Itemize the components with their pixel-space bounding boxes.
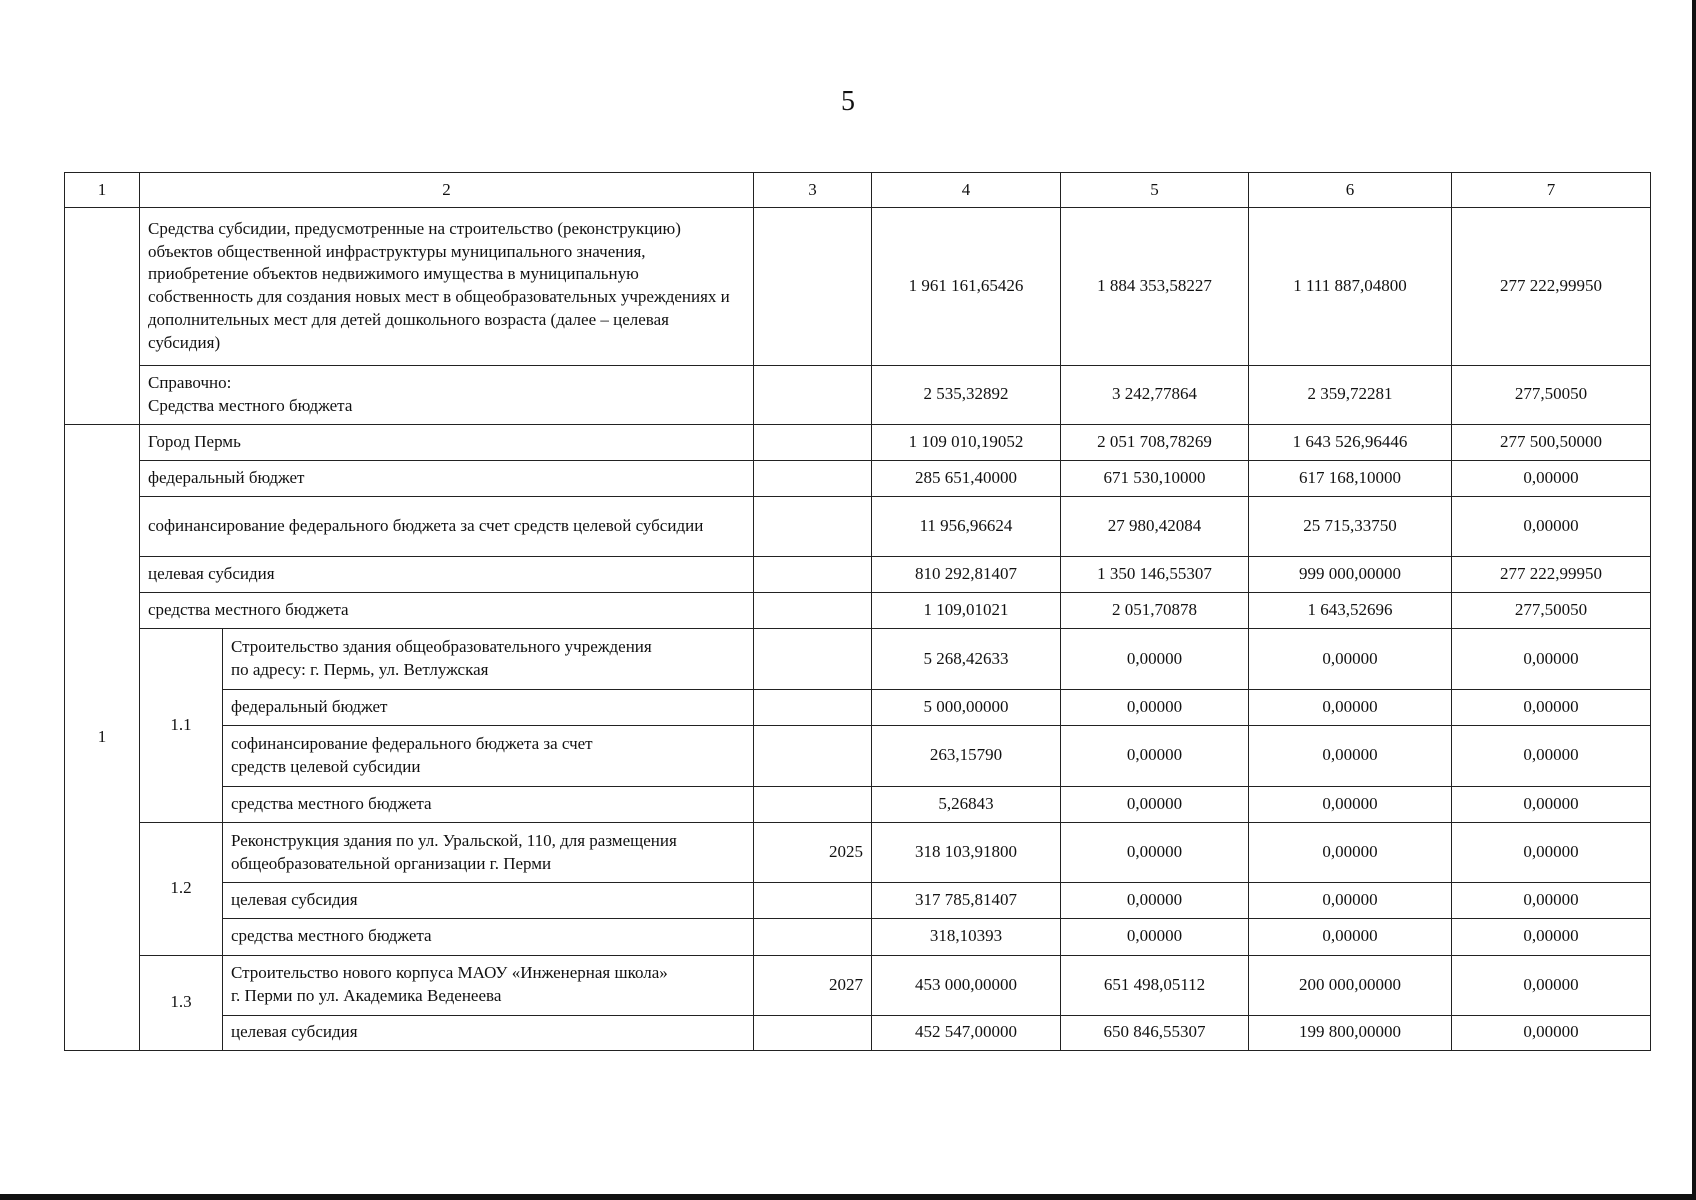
row-description	[140, 365, 754, 424]
row-number: 1.1	[140, 629, 223, 823]
value-col-6: 0,00000	[1249, 883, 1452, 919]
cofinancing-line-2: средств целевой субсидии	[231, 756, 421, 776]
value-col-6: 0,00000	[1249, 689, 1452, 725]
value-col-6: 0,00000	[1249, 725, 1452, 786]
value-col-6: 0,00000	[1249, 786, 1452, 822]
row-number: 1.3	[140, 955, 223, 1050]
table-row	[65, 955, 1651, 1015]
row-description: Город Пермь	[140, 424, 754, 460]
value-col-7: 277 222,99950	[1452, 208, 1651, 366]
value-col-7: 0,00000	[1452, 786, 1651, 822]
page-number: 5	[841, 86, 855, 117]
value-col-6: 0,00000	[1249, 823, 1452, 883]
value-col-4: 1 961 161,65426	[872, 208, 1061, 366]
value-col-7: 0,00000	[1452, 823, 1651, 883]
project-title-line-2: общеобразовательной организации г. Перми	[231, 853, 552, 873]
value-col-4: 452 547,00000	[872, 1015, 1061, 1050]
year-cell	[754, 629, 872, 689]
value-col-4: 1 109 010,19052	[872, 424, 1061, 460]
row-number: 1.2	[140, 823, 223, 955]
header-col-7: 7	[1452, 173, 1651, 208]
value-col-5: 0,00000	[1061, 689, 1249, 725]
value-col-6: 617 168,10000	[1249, 460, 1452, 496]
year-cell	[754, 1015, 872, 1050]
value-col-5: 0,00000	[1061, 919, 1249, 955]
scan-edge-bottom	[0, 1194, 1696, 1200]
budget-table	[64, 172, 1651, 1051]
year-cell	[754, 725, 872, 786]
table-row	[65, 557, 1651, 593]
year-cell	[754, 208, 872, 366]
table-row	[65, 593, 1651, 629]
value-col-7: 0,00000	[1452, 689, 1651, 725]
header-row	[65, 173, 1651, 208]
value-col-7: 0,00000	[1452, 1015, 1651, 1050]
value-col-6: 1 643,52696	[1249, 593, 1452, 629]
value-col-5: 2 051,70878	[1061, 593, 1249, 629]
row-number: 1	[65, 424, 140, 1050]
value-col-4: 285 651,40000	[872, 460, 1061, 496]
value-col-7: 277 500,50000	[1452, 424, 1651, 460]
year-cell	[754, 883, 872, 919]
value-col-7: 0,00000	[1452, 955, 1651, 1015]
cofinancing-line-1: софинансирование федерального бюджета за счет	[231, 733, 593, 753]
value-col-4: 317 785,81407	[872, 883, 1061, 919]
year-cell	[754, 460, 872, 496]
value-col-7: 0,00000	[1452, 629, 1651, 689]
value-col-6: 0,00000	[1249, 919, 1452, 955]
value-col-6: 0,00000	[1249, 629, 1452, 689]
row-description: федеральный бюджет	[223, 689, 754, 725]
value-col-4: 453 000,00000	[872, 955, 1061, 1015]
header-col-1: 1	[65, 173, 140, 208]
row-description	[223, 823, 754, 883]
value-col-7: 0,00000	[1452, 725, 1651, 786]
value-col-4: 263,15790	[872, 725, 1061, 786]
value-col-4: 2 535,32892	[872, 365, 1061, 424]
header-col-5: 5	[1061, 173, 1249, 208]
table-row	[65, 208, 1651, 366]
year-cell	[754, 365, 872, 424]
table-row	[65, 629, 1651, 689]
table-row	[65, 1015, 1651, 1050]
value-col-7: 0,00000	[1452, 919, 1651, 955]
reference-text: Средства местного бюджета	[148, 395, 353, 415]
row-description	[223, 629, 754, 689]
value-col-6: 1 643 526,96446	[1249, 424, 1452, 460]
year-cell: 2027	[754, 955, 872, 1015]
table-row	[65, 919, 1651, 955]
value-col-5: 27 980,42084	[1061, 497, 1249, 557]
value-col-5: 0,00000	[1061, 725, 1249, 786]
value-col-4: 11 956,96624	[872, 497, 1061, 557]
empty-cell	[65, 208, 140, 425]
value-col-5: 0,00000	[1061, 629, 1249, 689]
value-col-7: 277,50050	[1452, 593, 1651, 629]
year-cell	[754, 424, 872, 460]
table-row	[65, 883, 1651, 919]
value-col-5: 0,00000	[1061, 786, 1249, 822]
year-cell	[754, 497, 872, 557]
year-cell	[754, 689, 872, 725]
value-col-4: 318 103,91800	[872, 823, 1061, 883]
table-row	[65, 497, 1651, 557]
value-col-7: 0,00000	[1452, 883, 1651, 919]
value-col-6: 1 111 887,04800	[1249, 208, 1452, 366]
value-col-5: 3 242,77864	[1061, 365, 1249, 424]
value-col-7: 0,00000	[1452, 460, 1651, 496]
row-description: целевая субсидия	[223, 883, 754, 919]
value-col-5: 671 530,10000	[1061, 460, 1249, 496]
scan-edge-right	[1692, 0, 1696, 1200]
year-cell	[754, 786, 872, 822]
value-col-4: 318,10393	[872, 919, 1061, 955]
value-col-7: 277 222,99950	[1452, 557, 1651, 593]
row-description: средства местного бюджета	[140, 593, 754, 629]
value-col-6: 25 715,33750	[1249, 497, 1452, 557]
value-col-7: 277,50050	[1452, 365, 1651, 424]
value-col-5: 0,00000	[1061, 823, 1249, 883]
value-col-5: 2 051 708,78269	[1061, 424, 1249, 460]
value-col-5: 651 498,05112	[1061, 955, 1249, 1015]
project-title-line-1: Строительство здания общеобразовательного учреждения	[231, 637, 652, 657]
row-description: целевая субсидия	[223, 1015, 754, 1050]
row-description	[223, 725, 754, 786]
project-title-line-2: по адресу: г. Пермь, ул. Ветлужская	[231, 660, 489, 680]
value-col-5: 1 884 353,58227	[1061, 208, 1249, 366]
value-col-6: 2 359,72281	[1249, 365, 1452, 424]
value-col-5: 1 350 146,55307	[1061, 557, 1249, 593]
year-cell	[754, 919, 872, 955]
table-row	[65, 424, 1651, 460]
header-col-2: 2	[140, 173, 754, 208]
value-col-6: 199 800,00000	[1249, 1015, 1452, 1050]
value-col-5: 650 846,55307	[1061, 1015, 1249, 1050]
value-col-7: 0,00000	[1452, 497, 1651, 557]
row-description: целевая субсидия	[140, 557, 754, 593]
row-description: федеральный бюджет	[140, 460, 754, 496]
value-col-4: 5 268,42633	[872, 629, 1061, 689]
year-cell	[754, 557, 872, 593]
table-row	[65, 823, 1651, 883]
row-description: Средства субсидии, предусмотренные на строительство (реконструкцию) объектов общественной инфраструктуры муниципального значения, приобретение объектов недвижимого имущества в муниципальную собственность для создания новых мест в общеобразовательных учреждениях и дополнительных мест для детей дошкольного возраста (далее – целевая субсидия)	[140, 208, 754, 366]
table-row	[65, 689, 1651, 725]
reference-label: Справочно:	[148, 372, 232, 392]
row-description: средства местного бюджета	[223, 919, 754, 955]
year-cell	[754, 593, 872, 629]
value-col-6: 999 000,00000	[1249, 557, 1452, 593]
header-col-6: 6	[1249, 173, 1452, 208]
header-col-3: 3	[754, 173, 872, 208]
row-description: средства местного бюджета	[223, 786, 754, 822]
row-description	[223, 955, 754, 1015]
value-col-4: 5,26843	[872, 786, 1061, 822]
project-title-line-2: г. Перми по ул. Академика Веденеева	[231, 986, 502, 1006]
project-title-line-1: Строительство нового корпуса МАОУ «Инженерная школа»	[231, 963, 668, 983]
row-description: софинансирование федерального бюджета за счет средств целевой субсидии	[140, 497, 754, 557]
value-col-6: 200 000,00000	[1249, 955, 1452, 1015]
value-col-5: 0,00000	[1061, 883, 1249, 919]
header-col-4: 4	[872, 173, 1061, 208]
table-row	[65, 365, 1651, 424]
project-title-line-1: Реконструкция здания по ул. Уральской, 110, для размещения	[231, 830, 677, 850]
value-col-4: 5 000,00000	[872, 689, 1061, 725]
table-row	[65, 786, 1651, 822]
value-col-4: 1 109,01021	[872, 593, 1061, 629]
table-row	[65, 460, 1651, 496]
table-row	[65, 725, 1651, 786]
value-col-4: 810 292,81407	[872, 557, 1061, 593]
year-cell: 2025	[754, 823, 872, 883]
